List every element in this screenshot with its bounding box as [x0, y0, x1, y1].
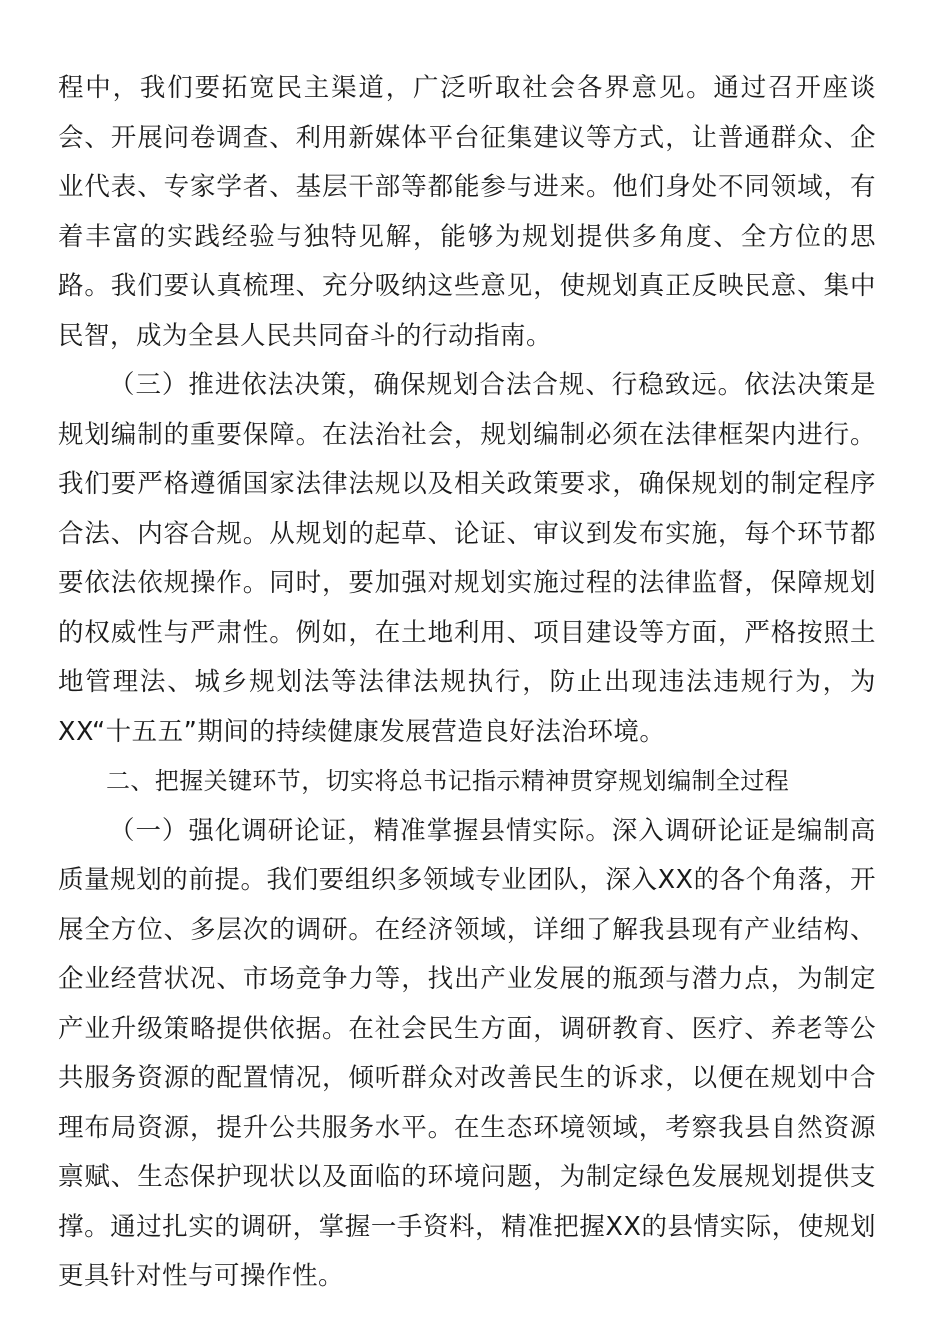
paragraph-lawful-decision: （三）推进依法决策，确保规划合法合规、行稳致远。依法决策是规划编制的重要保障。在法治社会，规划编制必须在法律框架内进行。我们要严格遵循国家法律法规以及相关政策要求，确保规划的制定程序合法、内容合规。从规划的起草、论证、审议到发布实施，每个环节都要依法依规操作。同时，要加强对规划实施过程的法律监督，保障规划的权威性与严肃性。例如，在土地利用、项目建设等方面，严格按照土地管理法、城乡规划法等法律法规执行，防止出现违法违规行为，为XX“十五五”期间的持续健康发展营造良好法治环境。 — [58, 370, 876, 747]
section-heading: 二、把握关键环节，切实将总书记指示精神贯穿规划编制全过程 — [106, 767, 790, 795]
paragraph-research: （一）强化调研论证，精准掌握县情实际。深入调研论证是编制高质量规划的前提。我们要组织多领域专业团队，深入XX的各个角落，开展全方位、多层次的调研。在经济领域，详细了解我县现有产业结构、企业经营状况、市场竞争力等，找出产业发展的瓶颈与潜力点，为制定产业升级策略提供依据。在社会民生方面，调研教育、医疗、养老等公共服务资源的配置情况，倾听群众对改善民生的诉求，以便在规划中合理布局资源，提升公共服务水平。在生态环境领域，考察我县自然资源禀赋、生态保护现状以及面临的环境问题，为制定绿色发展规划提供支撑。通过扎实的调研，掌握一手资料，精准把握XX的县情实际，使规划更具针对性与可操作性。 — [58, 815, 876, 1291]
document-body — [58, 64, 876, 1302]
paragraph-continuation: 程中，我们要拓宽民主渠道，广泛听取社会各界意见。通过召开座谈会、开展问卷调查、利用新媒体平台征集建议等方式，让普通群众、企业代表、专家学者、基层干部等都能参与进来。他们身处不同领域，有着丰富的实践经验与独特见解，能够为规划提供多角度、全方位的思路。我们要认真梳理、充分吸纳这些意见，使规划真正反映民意、集中民智，成为全县人民共同奋斗的行动指南。 — [58, 73, 876, 351]
